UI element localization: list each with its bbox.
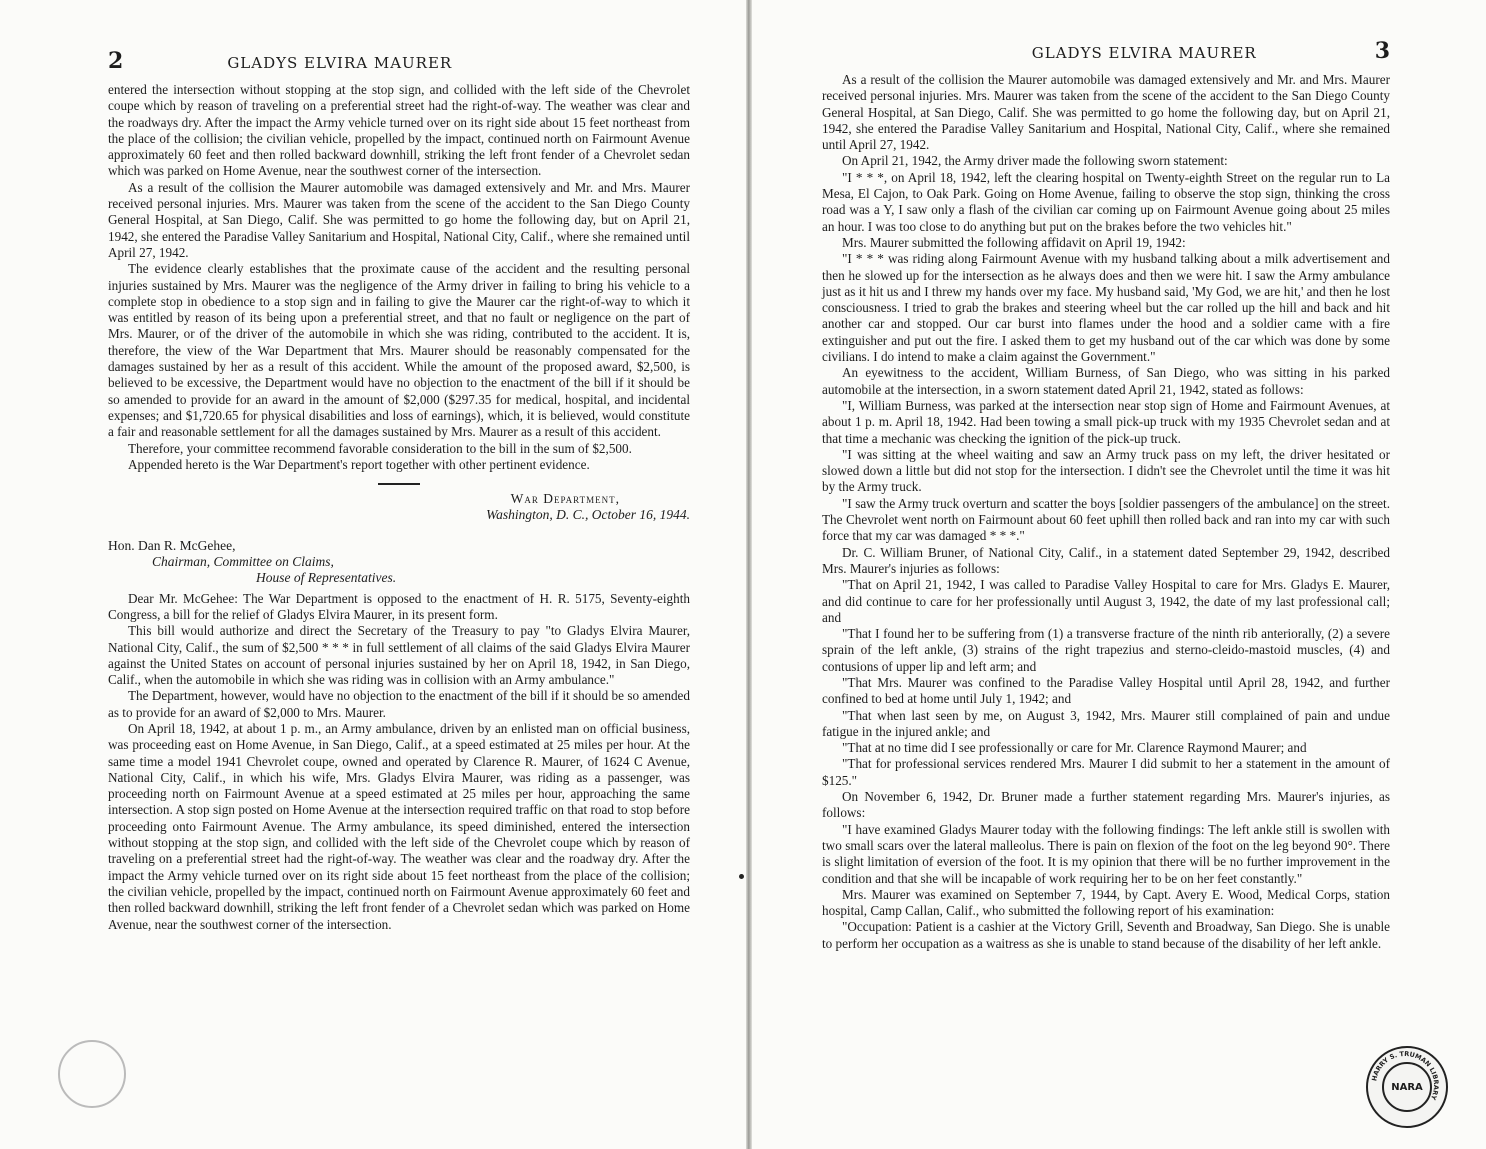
paragraph: On April 18, 1942, at about 1 p. m., an Army ambulance, driven by an enlisted man on official business, was proceeding east on Home Avenue, in San Diego, Calif., at a speed estimated at 25 miles per hour. At the same time a model 1941 Chevrolet coupe, owned and operated by Clarence R. Maurer, of 1624 C Avenue, National City, Calif., in which his wife, Mrs. Gladys Elvira Maurer, was riding as a passenger, was proceeding north on Fairmount Avenue at a speed estimated at 25 miles per hour, approaching the same intersection. A stop sign posted on Home Avenue at the intersection required traffic on that road to stop before proceeding onto Fairmount Avenue. The Army ambulance, its speed diminished, entered the intersection without stopping at the stop sign, and collided with the left side of the Chevrolet coupe which by reason of traveling on a preferential street had the right-of-way. The weather was clear and the roadway dry. After the impact the Army vehicle turned over on its right side about 15 feet northeast from the place of the collision; the civilian vehicle, propelled by the impact, continued north on Fairmount Avenue approximately 60 feet and then rolled backward downhill, striking the left front fender of a Chevrolet sedan which was parked on Home Avenue, near the southwest corner of the intersection. xyxy=(108,720,690,932)
paragraph: entered the intersection without stopping at the stop sign, and collided with the left side of the Chevrolet coupe which by reason of traveling on a preferential street had the right-of-way. The weather was clear and the roadways dry. After the impact the Army vehicle turned over on its right side about 15 feet northeast from the place of the collision; the civilian vehicle, propelled by the impact, continued north on Fairmount Avenue approximately 60 feet and then rolled backward downhill, striking the left front fender of a Chevrolet sedan which was parked on Home Avenue, near the southwest corner of the intersection. xyxy=(108,82,690,179)
paragraph: On November 6, 1942, Dr. Bruner made a further statement regarding Mrs. Maurer's injuries, as follows: xyxy=(822,789,1390,821)
quoted-paragraph: "I saw the Army truck overturn and scatter the boys [soldier passengers of the ambulance] on the street. The Chevrolet went north on Fairmount about 60 feet uphill then rolled back and ran into my car with such force that my car was damaged * * *." xyxy=(822,495,1390,544)
paragraph: Dear Mr. McGehee: The War Department is opposed to the enactment of H. R. 5175, Seventy-eighth Congress, a bill for the relief of Gladys Elvira Maurer, in its present form. xyxy=(108,590,690,622)
paragraph: Appended hereto is the War Department's report together with other pertinent evidence. xyxy=(128,456,590,472)
paragraph: The Department, however, would have no objection to the enactment of the bill if it should be so amended as to provide for an award of $2,000 to Mrs. Maurer. xyxy=(108,688,690,720)
quoted-paragraph: "That Mrs. Maurer was confined to the Paradise Valley Hospital until April 28, 1942, and further confined to bed at home until July 1, 1942; and xyxy=(822,674,1390,707)
binding-mark xyxy=(739,874,744,879)
paragraph: As a result of the collision the Maurer automobile was damaged extensively and Mr. and Mrs. Maurer received personal injuries. Mrs. Maurer was taken from the scene of the accident to the San Diego County General Hospital, at San Diego, Calif. She was permitted to go home the following day, but on April 21, 1942, she entered the Paradise Valley Sanitarium and Hospital, National City, Calif., where she remained until April 27, 1942. xyxy=(822,72,1390,153)
stamp-ring-text: HARRY S. TRUMAN LIBRARY xyxy=(1370,1050,1440,1102)
quoted-paragraph: "I * * * was riding along Fairmount Avenue with my husband talking about a milk advertisement and then he slowed up for the intersection as he always does and then we were hit. I saw the Army ambulance just as it hit us and I threw my hands over my face. My husband said, 'My God, we are hit,' and then he lost consciousness. I tried to grab the brakes and steering wheel but the car rolled up the hill and back and hit another car and stopped. Our car burst into flames under the hood and a soldier came with a fire extinguisher and put out the fire. I asked them to get my husband out of the car which was done by some civilians. I do intend to make a claim against the Government." xyxy=(822,251,1390,365)
letter-date: Washington, D. C., October 16, 1944. xyxy=(486,507,690,523)
quoted-paragraph: "I was sitting at the wheel waiting and saw an Army truck pass on my left, the driver hesitated or slowed down a little but did not stop for the intersection. I didn't see the Chevrolet until the time it was hit by the Army truck. xyxy=(822,446,1390,495)
paragraph: The evidence clearly establishes that the proximate cause of the accident and the resulting personal injuries sustained by Mrs. Maurer was the negligence of the Army driver in failing to bring his vehicle to a complete stop in obedience to a stop sign and in failing to give the Maurer car the right-of-way to which it was entitled by reason of its being upon a preferential street, and that no fault or negligence on the part of Mrs. Maurer, or of the driver of the automobile in which she was riding, contributed to the accident. It is, therefore, the view of the War Department that Mrs. Maurer should be reasonably compensated for the damages sustained by her as a result of this accident. While the amount of the proposed award, $2,500, is believed to be excessive, the Department would have no objection to the enactment of the bill if it should be so amended to provide for an award in the amount of $2,000 ($297.35 for medical, hospital, and incidental expenses; and $1,720.65 for physical disabilities and loss of earnings), which, it is believed, would constitute a fair and reasonable settlement for all the damages sustained by Mrs. Maurer as a result of this accident. xyxy=(108,261,690,440)
library-stamp-ring-text xyxy=(1370,1050,1440,1120)
page-number: 3 xyxy=(1374,38,1390,64)
page-3 xyxy=(752,0,1486,1149)
paragraph: Mrs. Maurer was examined on September 7, 1944, by Capt. Avery E. Wood, Medical Corps, station hospital, Camp Callan, Calif., who submitted the following report of his examination: xyxy=(822,886,1390,919)
page-number: 2 xyxy=(108,48,124,74)
paragraph: This bill would authorize and direct the Secretary of the Treasury to pay "to Gladys Elvira Maurer, National City, Calif., the sum of $2,500 * * * in full settlement of all claims of the said Gladys Elvira Maurer against the United States on account of personal injuries sustained by her on April 18, 1942, in San Diego, Calif., when the automobile in which she was riding was in collision with an Army ambulance." xyxy=(108,623,690,688)
addressee-name: Hon. Dan R. McGehee, xyxy=(108,537,236,553)
running-header xyxy=(108,48,690,74)
addressee-house: House of Representatives. xyxy=(256,570,397,586)
paragraph: Mrs. Maurer submitted the following affidavit on April 19, 1942: xyxy=(842,234,1186,250)
stamp-center-text: NARA xyxy=(1391,1081,1423,1093)
running-head-title: GLADYS ELVIRA MAURER xyxy=(227,54,453,72)
running-head-title: GLADYS ELVIRA MAURER xyxy=(1031,44,1257,62)
addressee-title: Chairman, Committee on Claims, xyxy=(152,554,334,570)
quoted-paragraph: "That for professional services rendered Mrs. Maurer I did submit to her a statement in the amount of $125." xyxy=(822,756,1390,788)
left-text-column xyxy=(108,82,690,933)
quoted-paragraph: "I * * *, on April 18, 1942, left the clearing hospital on Twenty-eighth Street on the regular run to La Mesa, El Cajon, to Oak Park. Going on Home Avenue, failing to observe the stop sign, thinking the cross road was a Y, I saw only a flash of the civilian car coming up on Fairmount Avenue going about 25 miles an hour. I was too close to do anything but put on the brakes before the two vehicles hit." xyxy=(822,169,1390,234)
quoted-paragraph: "Occupation: Patient is a cashier at the Victory Grill, Seventh and Broadway, San Diego. She is unable to perform her occupation as a waitress as she is unable to stand because of the disability of her left ankle. xyxy=(822,919,1390,951)
paragraph: Therefore, your committee recommend favorable consideration to the bill in the sum of $2,500. xyxy=(128,440,632,456)
paragraph: An eyewitness to the accident, William Burness, of San Diego, who was sitting in his parked automobile at the intersection, in a sworn statement dated April 21, 1942, stated as follows: xyxy=(822,365,1390,397)
running-header xyxy=(822,38,1390,64)
quoted-paragraph: "I, William Burness, was parked at the intersection near stop sign of Home and Fairmount Avenues, at about 1 p. m. April 18, 1942. Had been towing a small pick-up truck with my 1935 Chevrolet sedan and at that time a mechanic was checking the ignition of the pick-up truck. xyxy=(822,397,1390,446)
quoted-paragraph: "That when last seen by me, on August 3, 1942, Mrs. Maurer still complained of pain and undue fatigue in the injured ankle; and xyxy=(822,707,1390,739)
quoted-paragraph: "That at no time did I see professionally or care for Mr. Clarence Raymond Maurer; and xyxy=(842,740,1307,756)
quoted-paragraph: "I have examined Gladys Maurer today with the following findings: The left ankle still is swollen with two small scars over the lateral malleolus. There is pain on flexion of the foot on the leg beyond 90°. There is slight limitation of eversion of the foot. It is my opinion that there will be no further improvement in the condition and that she will be incapable of work requiring her to be on her feet constantly." xyxy=(822,821,1390,886)
faded-stamp xyxy=(58,1040,126,1108)
quoted-paragraph: "That I found her to be suffering from (1) a transverse fracture of the ninth rib anteriorally, (2) a severe sprain of the left ankle, (3) strains of the right trapezius and sterno-cleido-mastoid muscles, (4) and contusions of upper lip and left arm; and xyxy=(822,626,1390,674)
paragraph: Dr. C. William Bruner, of National City, Calif., in a statement dated September 29, 1942, described Mrs. Maurer's injuries as follows: xyxy=(822,544,1390,576)
section-rule xyxy=(378,483,420,485)
quoted-paragraph: "That on April 21, 1942, I was called to Paradise Valley Hospital to care for Mrs. Gladys E. Maurer, and did continue to care for her professionally until August 3, 1942, the date of my last professional call; and xyxy=(822,577,1390,625)
paragraph: On April 21, 1942, the Army driver made the following sworn statement: xyxy=(842,153,1228,169)
right-text-column xyxy=(822,72,1390,952)
svg-text:HARRY S. TRUMAN LIBRARY xyxy=(1370,1050,1440,1101)
letterhead-department: War Department, xyxy=(510,491,620,507)
paragraph: As a result of the collision the Maurer automobile was damaged extensively and Mr. and Mrs. Maurer received personal injuries. Mrs. Maurer was taken from the scene of the accident to the San Diego County General Hospital, at San Diego, Calif. She was permitted to go home the following day, but on April 21, 1942, she entered the Paradise Valley Sanitarium and Hospital, National City, Calif., where she remained until April 27, 1942. xyxy=(108,179,690,260)
